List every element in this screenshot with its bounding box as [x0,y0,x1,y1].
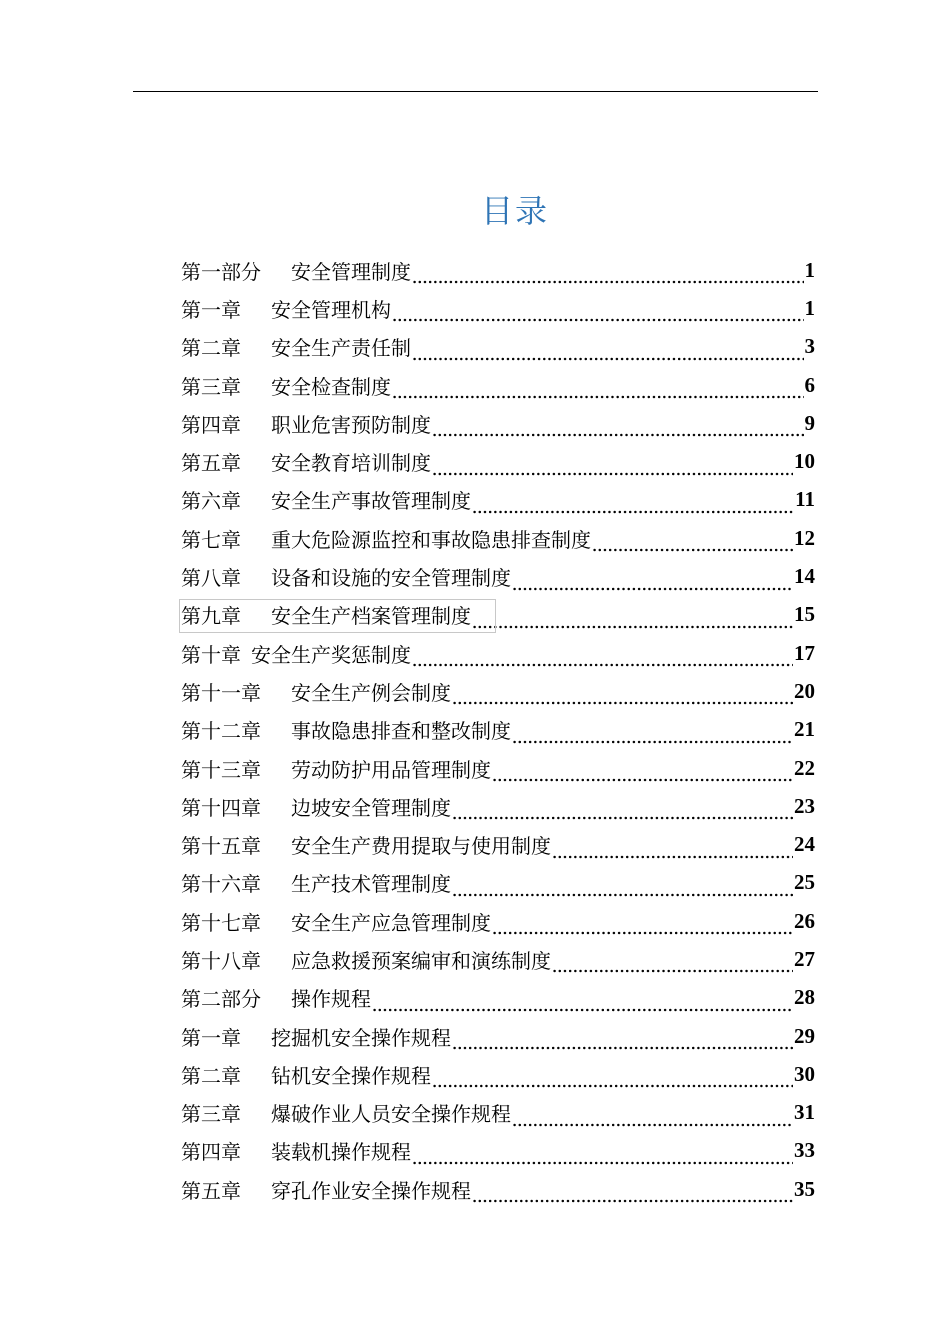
toc-page-number: 27 [794,946,815,971]
toc-entry-text [181,868,451,897]
toc-entry-label: 第三章 [181,1102,241,1127]
header-rule [133,91,818,92]
toc-entry-title: 挖掘机安全操作规程 [271,1025,451,1050]
toc-page-number: 23 [794,793,815,818]
toc-entry[interactable] [181,1017,815,1055]
toc-entry-label: 第九章 [181,604,241,629]
toc-leader-dots [412,647,793,667]
toc-page-number: 3 [804,334,815,359]
toc-entry-text [181,524,591,553]
toc-entry-label: 第十八章 [181,948,261,973]
toc-entry-label: 第五章 [181,451,241,476]
toc-entry-label: 第十三章 [181,757,261,782]
toc-leader-dots [472,494,794,514]
toc-entry[interactable] [181,596,815,634]
toc-entry-label: 第五章 [181,1178,241,1203]
toc-leader-dots [472,609,793,629]
toc-entry-text [181,485,471,514]
toc-entry-text [181,294,391,323]
toc-page-number: 11 [795,487,815,512]
toc-entry-title: 安全管理机构 [271,297,391,322]
toc-entry-title: 边坡安全管理制度 [291,795,451,820]
toc-entry[interactable] [181,519,815,557]
toc-page-number: 9 [804,410,815,435]
toc-entry-title: 设备和设施的安全管理制度 [271,566,511,591]
toc-entry-text [181,600,471,629]
toc-entry-text [181,562,511,591]
toc-entry-title: 钻机安全操作规程 [271,1063,431,1088]
toc-entry-title: 安全检查制度 [271,374,391,399]
toc-entry-text [181,715,511,744]
toc-entry-label: 第十一章 [181,680,261,705]
toc-entry-label: 第一章 [181,297,241,322]
toc-entry-label: 第一章 [181,1025,241,1050]
toc-entry-title: 劳动防护用品管理制度 [291,757,491,782]
toc-entry-title: 安全生产事故管理制度 [271,489,471,514]
toc-page-number: 15 [794,602,815,627]
toc-entry-text [181,447,431,476]
toc-leader-dots [392,302,804,322]
toc-page-number: 12 [794,525,815,550]
toc-entry[interactable] [181,366,815,404]
toc-leader-dots [452,685,793,705]
toc-entry-label: 第四章 [181,1140,241,1165]
toc-entry[interactable] [181,672,815,710]
toc-page-number: 28 [794,985,815,1010]
toc-page-number: 1 [804,295,815,320]
toc-entry-title: 爆破作业人员安全操作规程 [271,1102,511,1127]
toc-entry-title: 职业危害预防制度 [271,412,431,437]
toc-entry[interactable] [181,289,815,327]
toc-leader-dots [512,724,793,744]
toc-entry-title: 安全生产奖惩制度 [251,642,411,667]
toc-entry-title: 操作规程 [291,987,371,1012]
toc-entry-text [181,409,431,438]
toc-leader-dots [412,264,804,284]
toc-entry-text [181,1098,511,1127]
toc-leader-dots [412,1145,793,1165]
toc-entry-label: 第一部分 [181,259,261,284]
toc-entry-label: 第十四章 [181,795,261,820]
toc-entry[interactable] [181,902,815,940]
toc-leader-dots [472,1183,793,1203]
toc-entry-label: 第六章 [181,489,241,514]
toc-entry[interactable] [181,864,815,902]
toc-entry-text [181,983,371,1012]
toc-entry-text [181,371,391,400]
toc-entry-label: 第十七章 [181,910,261,935]
toc-entry[interactable] [181,404,815,442]
toc-entry-label: 第三章 [181,374,241,399]
toc-entry-label: 第二章 [181,336,241,361]
toc-entry-text [181,1060,431,1089]
toc-page-number: 21 [794,717,815,742]
toc-page-number: 24 [794,832,815,857]
toc-entry-title: 生产技术管理制度 [291,872,451,897]
toc-entry-text [181,1136,411,1165]
toc-entry-text [181,332,411,361]
toc-entry-text [181,639,411,668]
toc-leader-dots [452,1030,793,1050]
toc-entry[interactable] [181,1132,815,1170]
toc-leader-dots [552,953,793,973]
toc-entry-title: 应急救援预案编审和演练制度 [291,948,551,973]
toc-entry-label: 第十五章 [181,834,261,859]
toc-entry[interactable] [181,1055,815,1093]
toc-entry[interactable] [181,251,815,289]
toc-page-number: 26 [794,908,815,933]
toc-entry-text [181,256,411,285]
toc-page-number: 33 [794,1138,815,1163]
toc-entry-text [181,830,551,859]
toc-entry[interactable] [181,711,815,749]
toc-leader-dots [432,417,804,437]
toc-entry-label: 第四章 [181,412,241,437]
toc-leader-dots [412,341,804,361]
toc-entry[interactable] [181,634,815,672]
toc-page-number: 25 [794,870,815,895]
toc-leader-dots [452,877,793,897]
toc-entry-title: 安全生产档案管理制度 [271,604,471,629]
toc-page-number: 17 [794,640,815,665]
toc-entry-title: 重大危险源监控和事故隐患排查制度 [271,527,591,552]
toc-leader-dots [392,379,804,399]
toc-leader-dots [432,1068,793,1088]
toc-entry[interactable] [181,557,815,595]
toc-entry-title: 安全生产应急管理制度 [291,910,491,935]
toc-entry-text [181,945,551,974]
toc-entry-text [181,754,491,783]
toc-title: 目录 [480,192,549,230]
toc-entry-title: 安全生产例会制度 [291,680,451,705]
toc-entry-title: 安全生产责任制 [271,336,411,361]
toc-page-number: 35 [794,1176,815,1201]
toc-entry-text [181,907,491,936]
toc-entry-label: 第十章 [181,642,241,667]
toc-leader-dots [432,456,793,476]
toc-leader-dots [492,915,793,935]
toc-entry-label: 第八章 [181,566,241,591]
toc-page-number: 1 [804,257,815,282]
toc-entry-title: 安全教育培训制度 [271,451,431,476]
toc-entry-label: 第二章 [181,1063,241,1088]
toc-entry[interactable] [181,979,815,1017]
toc-entry-label: 第二部分 [181,987,261,1012]
toc-leader-dots [592,532,793,552]
toc-entry-label: 第十六章 [181,872,261,897]
toc-entry-text [181,1022,451,1051]
toc-entry-title: 安全管理制度 [291,259,411,284]
toc-entry-title: 装载机操作规程 [271,1140,411,1165]
toc-page-number: 22 [794,755,815,780]
toc-leader-dots [452,800,793,820]
toc-leader-dots [552,839,793,859]
toc-entry[interactable] [181,940,815,978]
table-of-contents [181,251,815,1208]
toc-page-number: 31 [794,1100,815,1125]
toc-entry[interactable] [181,787,815,825]
toc-entry-title: 安全生产费用提取与使用制度 [291,834,551,859]
toc-leader-dots [492,762,793,782]
toc-page-number: 10 [794,449,815,474]
toc-entry-text [181,792,451,821]
toc-entry-title: 穿孔作业安全操作规程 [271,1178,471,1203]
toc-entry-text [181,1175,471,1204]
toc-entry[interactable] [181,749,815,787]
toc-entry-label: 第七章 [181,527,241,552]
toc-entry[interactable] [181,442,815,480]
toc-leader-dots [512,571,793,591]
toc-leader-dots [512,1107,793,1127]
toc-entry-title: 事故隐患排查和整改制度 [291,719,511,744]
toc-entry[interactable] [181,1170,815,1208]
toc-entry[interactable] [181,1094,815,1132]
toc-page-number: 14 [794,564,815,589]
toc-leader-dots [372,992,793,1012]
toc-entry[interactable] [181,328,815,366]
toc-entry-label: 第十二章 [181,719,261,744]
toc-page-number: 6 [804,372,815,397]
toc-entry[interactable] [181,825,815,863]
toc-page-number: 20 [794,678,815,703]
toc-entry[interactable] [181,481,815,519]
toc-entry-text [181,677,451,706]
toc-page-number: 30 [794,1061,815,1086]
toc-page-number: 29 [794,1023,815,1048]
